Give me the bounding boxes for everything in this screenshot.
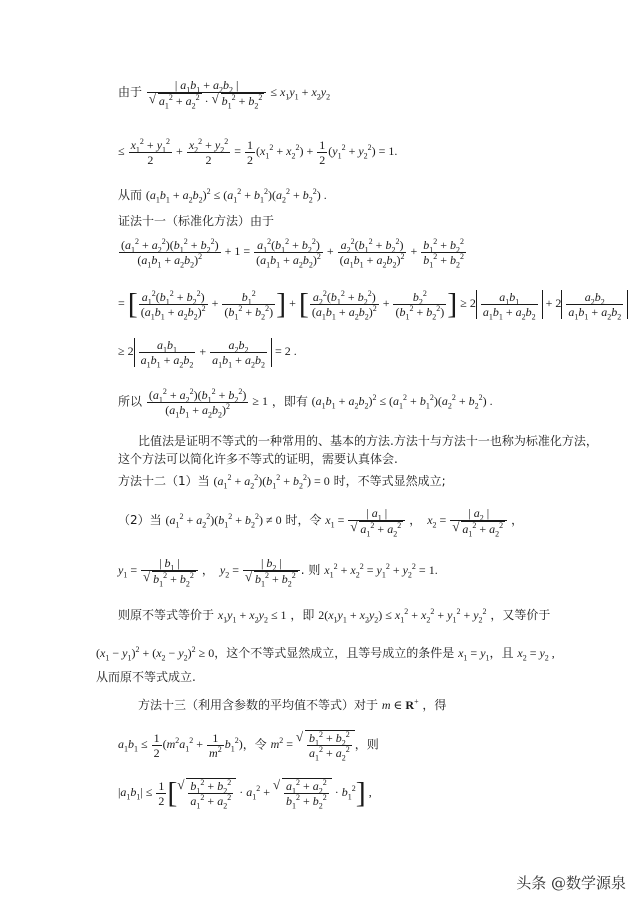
line-4	[118, 212, 274, 229]
math-17: m ∈ R+	[381, 697, 419, 712]
math-9a: $\frac{(a_1^2 + a_2^2)(b_1^2 + b_2^2)}{(a_1b_1 + a_2b_2)^2}$ ≥ 1	[148, 387, 268, 420]
text-p17-suffix: ，得	[422, 698, 447, 712]
text-p16: 从而原不等式成立.	[96, 670, 196, 684]
text-p13-tail: . 则	[300, 562, 321, 577]
math-15c: $x_2 = y_2$ ,	[517, 646, 555, 663]
text-p15-mid: ，这个不等式显然成立，且等号成立的条件是	[214, 646, 455, 660]
text-p12-mid: 时，令	[285, 512, 322, 527]
line-12	[118, 506, 524, 539]
line-10b	[118, 450, 398, 467]
math-5: $\frac{(a_1^2 + a_2^2)(b_1^2 + b_2^2)}{(a_1b_1 + a_2b_2)^2}$ + 1 = $\frac{a_1^2(b_1^2 + b_2^2)}{(a_1b_1 + a_2b_2)^2}$ + $\frac{a_2^2(b_1^2 + b_2^2)}{(a_1b_1 + a_2b_2)^2}$ + $\frac{b_1^2 + b_2^2}{b_1^2 + b_2^2}$	[121, 237, 465, 270]
math-1: | $a_1b_1 + a_2b_2$ | √ $a_1^2 + a_2^2$ · √ $b_1^2 + b_2^2$ ≤ $x_1y_1 + x_2y_2$	[146, 85, 330, 99]
line-9	[118, 387, 493, 420]
text-p15-and: ，且	[489, 646, 514, 660]
line-18	[118, 730, 379, 763]
math-12b: $x_1$ = | $a_1$ | √ $a_1^2 + a_2^2$ ， $x_2$ = | $a_2$ | √ $a_1^2 + a_2^2$ ，	[325, 513, 523, 527]
text-p14-mid: ，即	[290, 608, 315, 622]
text-p9-prefix: 所以	[118, 394, 143, 409]
text-p18-suffix: ，则	[354, 737, 379, 752]
text-p14-suffix: ，又等价于	[490, 608, 551, 622]
line-11	[118, 472, 446, 489]
math-9b: $(a_1b_1 + a_2b_2)^2 \le (a_1^2 + b_1^2)(a_2^2 + b_2^2)$ .	[311, 393, 493, 411]
text-p18-mid: ，令	[242, 737, 267, 752]
math-19: $|a_1b_1|$ ≤ $\frac{1}{2}$ [ √ $\frac{b_1^2 + b_2^2}{a_1^2 + a_2^2}$ · $a_1^2$ + √ $\frac{a_1^2 + a_2^2}{b_1^2 + b_2^2}$ · $b_1^2$] ,	[118, 785, 372, 799]
text-p1-prefix: 由于	[118, 84, 143, 99]
math-15b: $x_1 = y_1$	[458, 646, 490, 663]
math-18a: $a_1b_1$ ≤ $\frac{1}{2}$ ($m^2a_1^2$ + $\frac{1}{m^2}$ $b_1^2$)	[118, 731, 243, 760]
line-3	[118, 186, 327, 203]
watermark: 头条 @数学源泉	[516, 874, 626, 892]
text-p14-prefix: 则原不等式等价于	[118, 608, 215, 622]
line-17	[138, 696, 446, 713]
math-13a: $y_1$ = | $b_1$ | √ $b_1^2 + b_2^2$ ， $y_2$ = | $b_2$ | √ $b_1^2 + b_2^2$	[118, 563, 301, 577]
line-10a	[138, 432, 598, 449]
text-p11-prefix: 方法十二（1）当	[118, 474, 210, 488]
text-p10b: 这个方法可以简化许多不等式的证明，需要认真体会.	[118, 452, 398, 466]
line-15	[96, 644, 555, 661]
text-p12-prefix: （2）当	[118, 512, 162, 527]
math-15a: $(x_1 - y_1)^2 + (x_2 - y_2)^2 \ge 0$	[96, 645, 215, 663]
line-1	[118, 78, 331, 111]
text-p9-mid: ，即有	[271, 394, 308, 409]
math-2: ≤ $\frac{x_1^2 + y_1^2}{2}$ + $\frac{x_2^2 + y_2^2}{2}$ = $\frac{1}{2}$ $(x_1^2 + x_2^2)$ + $\frac{1}{2}$ $(y_1^2 + y_2^2) = 1$.	[118, 137, 398, 167]
line-6	[118, 287, 628, 322]
math-11: $(a_1^2 + a_2^2)(b_1^2 + b_2^2) = 0$	[213, 473, 330, 491]
math-7: ≥ 2 $\frac{a_1b_1}{a_1b_1 + a_2b_2}$ + $\frac{a_2b_2}{a_1b_1 + a_2b_2}$ = 2 .	[118, 338, 297, 370]
math-13b: $x_1^2 + x_2^2 = y_1^2 + y_2^2 = 1$.	[324, 561, 438, 580]
math-14b: $2(x_1y_1 + x_2y_2) \le x_1^2 + x_2^2 + y_1^2 + y_2^2$	[318, 607, 487, 625]
line-14	[118, 606, 550, 623]
math-6: = [ $\frac{a_1^2(b_1^2 + b_2^2)}{(a_1b_1 + a_2b_2)^2}$ + $\frac{b_1^2}{(b_1^2 + b_2^2)}$ ] + [ $\frac{a_2^2(b_1^2 + b_2^2)}{(a_1b_1 + a_2b_2)^2}$ + $\frac{b_2^2}{(b_1^2 + b_2^2)}$ ] ≥ 2 $\frac{a_1b_1}{a_1b_1 + a_2b_2}$ + 2 $\frac{a_2b_2}{a_1b_1 + a_2b_2}$	[118, 296, 628, 310]
line-5	[118, 237, 467, 270]
text-p3-prefix: 从而	[118, 188, 143, 202]
text-p17-prefix: 方法十三（利用含参数的平均值不等式）对于	[138, 698, 379, 712]
line-13	[118, 556, 438, 589]
math-14a: $x_1y_1 + x_2y_2 \le 1$	[217, 608, 287, 625]
line-7	[118, 338, 297, 370]
math-12a: $(a_1^2 + a_2^2)(b_1^2 + b_2^2) \ne 0$	[165, 511, 282, 530]
line-2	[118, 138, 397, 167]
text-p11-suffix: 时，不等式显然成立;	[333, 474, 446, 488]
line-19	[118, 776, 372, 811]
math-3: $(a_1b_1 + a_2b_2)^2 \le (a_1^2 + b_1^2)(a_2^2 + b_2^2)$ .	[145, 187, 327, 205]
text-p4: 证法十一（标准化方法）由于	[118, 214, 275, 228]
math-18b: $m^2$ = √ $\frac{b_1^2 + b_2^2}{a_1^2 + a_2^2}$	[271, 737, 355, 751]
line-16	[96, 668, 196, 685]
text-p10a: 比值法是证明不等式的一种常用的、基本的方法.方法十与方法十一也称为标准化方法，	[138, 434, 598, 448]
